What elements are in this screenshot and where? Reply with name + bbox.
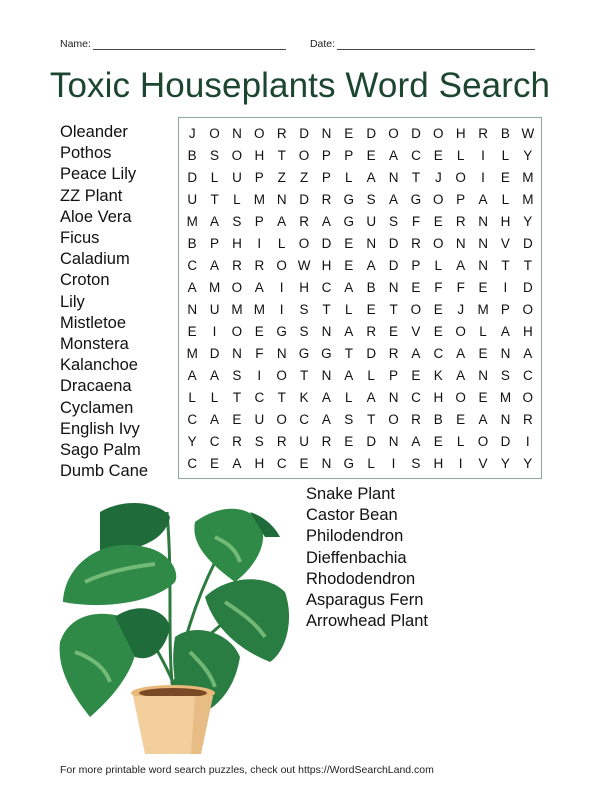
grid-cell[interactable]: E xyxy=(433,433,443,449)
grid-cell[interactable]: P xyxy=(344,147,354,163)
grid-cell[interactable]: E xyxy=(344,433,354,449)
grid-cell[interactable]: A xyxy=(321,389,331,405)
grid-cell[interactable]: M xyxy=(208,279,221,295)
grid-cell[interactable]: E xyxy=(187,323,197,339)
grid-cell[interactable]: N xyxy=(500,411,511,427)
grid-cell[interactable]: H xyxy=(500,213,511,229)
grid-cell[interactable]: N xyxy=(232,345,242,361)
grid-cell[interactable]: Y xyxy=(523,213,533,229)
grid-cell[interactable]: B xyxy=(187,235,197,251)
grid-cell[interactable]: C xyxy=(254,389,265,405)
grid-cell[interactable]: O xyxy=(231,279,243,295)
grid-cell[interactable]: J xyxy=(188,125,196,141)
grid-cell[interactable]: D xyxy=(522,235,533,251)
grid-cell[interactable]: A xyxy=(389,147,399,163)
grid-cell[interactable]: N xyxy=(187,301,198,317)
word-list-item: Rhododendron xyxy=(306,569,416,588)
grid-cell[interactable]: O xyxy=(388,411,399,427)
grid-cell[interactable]: R xyxy=(232,257,242,273)
grid-cell[interactable]: S xyxy=(411,455,421,471)
grid-cell[interactable]: D xyxy=(321,235,332,251)
grid-cell[interactable]: N xyxy=(478,213,488,229)
grid-cell[interactable]: C xyxy=(433,345,444,361)
grid-cell[interactable]: A xyxy=(478,411,488,427)
grid-cell[interactable]: D xyxy=(209,345,220,361)
grid-cell[interactable]: S xyxy=(344,411,354,427)
grid-cell[interactable]: E xyxy=(254,323,264,339)
grid-cell[interactable]: U xyxy=(209,301,220,317)
grid-cell[interactable]: O xyxy=(231,147,243,163)
grid-cell[interactable]: R xyxy=(478,125,488,141)
footer-text: For more printable word search puzzles, check out https://WordSearchLand.com xyxy=(60,764,434,776)
grid-cell[interactable]: L xyxy=(434,257,443,273)
grid-cell[interactable]: E xyxy=(411,279,421,295)
grid-cell[interactable]: M xyxy=(186,345,198,361)
grid-cell[interactable]: M xyxy=(522,191,534,207)
grid-cell[interactable]: D xyxy=(299,125,309,141)
grid-cell[interactable]: C xyxy=(321,279,332,295)
word-list-item: Caladium xyxy=(60,250,130,269)
grid-cell[interactable]: Y xyxy=(523,147,533,163)
grid-cell[interactable]: G xyxy=(343,213,355,229)
grid-cell[interactable]: D xyxy=(366,125,377,141)
grid-cell[interactable]: E xyxy=(299,455,309,471)
word-list-item: Lily xyxy=(60,292,85,311)
word-list-item: Philodendron xyxy=(306,527,404,546)
word-list-item: Dracaena xyxy=(60,377,132,396)
word-list-item: Mistletoe xyxy=(60,313,127,332)
grid-cell[interactable]: H xyxy=(433,389,444,405)
grid-cell[interactable]: C xyxy=(187,455,198,471)
word-list-item: Arrowhead Plant xyxy=(306,612,428,631)
grid-cell[interactable]: O xyxy=(433,125,444,141)
grid-cell[interactable]: R xyxy=(455,213,466,229)
grid-cell[interactable]: N xyxy=(388,389,399,405)
grid-cell[interactable]: E xyxy=(411,367,421,383)
word-list-item: Kalanchoe xyxy=(60,356,138,375)
grid-cell[interactable]: L xyxy=(345,301,353,317)
grid-cell[interactable]: B xyxy=(187,147,197,163)
grid-cell[interactable]: E xyxy=(210,455,220,471)
grid-cell[interactable]: L xyxy=(479,323,487,339)
word-list-item: English Ivy xyxy=(60,419,140,438)
grid-cell[interactable]: R xyxy=(522,411,533,427)
grid-cell[interactable]: G xyxy=(410,191,422,207)
grid-cell[interactable]: I xyxy=(525,433,530,449)
grid-cell[interactable]: O xyxy=(388,125,399,141)
grid-cell[interactable]: C xyxy=(187,257,198,273)
grid-cell[interactable]: T xyxy=(501,257,510,273)
grid-cell[interactable]: I xyxy=(279,279,284,295)
grid-cell[interactable]: N xyxy=(321,323,332,339)
grid-cell[interactable]: O xyxy=(298,147,310,163)
word-list-item: Peace Lily xyxy=(60,165,137,184)
grid-cell[interactable]: R xyxy=(299,213,309,229)
word-list-item: Castor Bean xyxy=(306,506,398,525)
word-list-item: Croton xyxy=(60,271,110,290)
grid-cell[interactable]: P xyxy=(411,257,421,273)
grid-cell[interactable]: A xyxy=(366,169,376,185)
name-line[interactable] xyxy=(93,40,286,50)
grid-cell[interactable]: E xyxy=(344,257,354,273)
grid-cell[interactable]: S xyxy=(500,367,510,383)
word-list-item: Dieffenbachia xyxy=(306,548,407,567)
grid-cell[interactable]: O xyxy=(433,191,444,207)
grid-cell[interactable]: O xyxy=(254,125,265,141)
grid-cell[interactable]: A xyxy=(411,345,421,361)
grid-cell[interactable]: L xyxy=(456,433,465,449)
grid-cell[interactable]: O xyxy=(477,433,489,449)
grid-cell[interactable]: A xyxy=(366,389,376,405)
grid-cell[interactable]: H xyxy=(254,147,265,163)
grid-cell[interactable]: T xyxy=(277,147,286,163)
grid-cell[interactable]: Y xyxy=(523,455,533,471)
grid-cell[interactable]: O xyxy=(410,301,422,317)
grid-cell[interactable]: O xyxy=(231,323,243,339)
grid-cell[interactable]: M xyxy=(253,191,265,207)
grid-cell[interactable]: O xyxy=(522,301,534,317)
grid-cell[interactable]: C xyxy=(299,411,309,427)
word-list-item: Snake Plant xyxy=(306,485,395,503)
grid-cell[interactable]: D xyxy=(187,169,198,185)
grid-cell[interactable]: V xyxy=(411,323,421,339)
grid-cell[interactable]: C xyxy=(276,455,287,471)
grid-cell[interactable]: Z xyxy=(299,169,309,185)
grid-cell[interactable]: R xyxy=(276,433,287,449)
grid-cell[interactable]: E xyxy=(478,345,488,361)
grid-cell[interactable]: P xyxy=(321,147,331,163)
grid-cell[interactable]: I xyxy=(481,147,485,163)
grid-cell[interactable]: H xyxy=(433,455,444,471)
grid-cell[interactable]: K xyxy=(433,367,443,383)
grid-cell[interactable]: I xyxy=(481,169,485,185)
grid-cell[interactable]: F xyxy=(411,213,421,229)
word-list-item: ZZ Plant xyxy=(60,186,123,205)
grid-cell[interactable]: E xyxy=(433,213,443,229)
grid-cell[interactable]: J xyxy=(434,169,442,185)
grid-cell[interactable]: N xyxy=(388,279,399,295)
grid-cell[interactable]: C xyxy=(187,411,198,427)
grid-cell[interactable]: O xyxy=(276,367,287,383)
grid-cell[interactable]: A xyxy=(232,455,242,471)
grid-cell[interactable]: D xyxy=(411,125,421,141)
grid-cell[interactable]: O xyxy=(455,323,466,339)
grid-cell[interactable]: E xyxy=(433,301,443,317)
grid-cell[interactable]: G xyxy=(343,191,355,207)
grid-cell[interactable]: U xyxy=(232,169,242,185)
grid-cell[interactable]: A xyxy=(254,279,264,295)
grid-cell[interactable]: H xyxy=(455,125,466,141)
grid-cell[interactable]: N xyxy=(388,433,399,449)
grid-cell[interactable]: B xyxy=(500,125,510,141)
grid-cell[interactable]: S xyxy=(210,147,220,163)
grid-cell[interactable]: P xyxy=(210,235,220,251)
grid-cell[interactable]: I xyxy=(391,455,396,471)
grid-cell[interactable]: A xyxy=(344,367,354,383)
grid-cell[interactable]: M xyxy=(499,389,512,405)
grid-cell[interactable]: N xyxy=(366,235,377,251)
grid-cell[interactable]: T xyxy=(344,345,353,361)
word-list-item: Pothos xyxy=(60,144,112,163)
grid-cell[interactable]: M xyxy=(186,213,198,229)
grid-cell[interactable]: A xyxy=(523,345,533,361)
grid-cell[interactable]: T xyxy=(411,169,421,185)
grid-cell[interactable]: S xyxy=(232,213,242,229)
word-search-grid[interactable] xyxy=(178,117,542,479)
word-list-item: Ficus xyxy=(60,229,100,248)
grid-cell[interactable]: I xyxy=(503,279,508,295)
grid-cell[interactable]: D xyxy=(299,191,309,207)
grid-cell[interactable]: O xyxy=(455,389,466,405)
grid-cell[interactable]: T xyxy=(210,191,219,207)
grid-cell[interactable]: Y xyxy=(187,433,197,449)
grid-cell[interactable]: N xyxy=(276,191,287,207)
grid-cell[interactable]: O xyxy=(209,125,220,141)
grid-cell[interactable]: R xyxy=(411,411,421,427)
grid-cell[interactable]: A xyxy=(456,345,466,361)
grid-cell[interactable]: E xyxy=(433,147,443,163)
grid-cell[interactable]: A xyxy=(456,257,466,273)
grid-cell[interactable]: A xyxy=(277,213,287,229)
grid-cell[interactable]: N xyxy=(321,367,332,383)
grid-cell[interactable]: R xyxy=(321,191,332,207)
name-field[interactable] xyxy=(60,38,286,50)
grid-cell[interactable]: B xyxy=(366,279,376,295)
date-label: Date: xyxy=(309,38,336,50)
grid-cell[interactable]: B xyxy=(433,411,443,427)
grid-cell[interactable]: A xyxy=(344,323,354,339)
grid-cell[interactable]: A xyxy=(389,191,399,207)
grid-cell[interactable]: H xyxy=(232,235,242,251)
grid-cell[interactable]: E xyxy=(478,389,488,405)
grid-cell[interactable]: R xyxy=(254,257,265,273)
grid-cell[interactable]: U xyxy=(187,191,198,207)
word-list-item: Cyclamen xyxy=(60,398,134,417)
grid-cell[interactable]: E xyxy=(344,235,354,251)
grid-cell[interactable]: L xyxy=(501,147,510,163)
grid-cell[interactable]: V xyxy=(500,235,510,251)
grid-cell[interactable]: K xyxy=(299,389,309,405)
grid-cell[interactable]: I xyxy=(257,367,262,383)
grid-cell[interactable]: T xyxy=(232,389,242,405)
grid-cell[interactable]: S xyxy=(389,213,399,229)
date-field[interactable] xyxy=(310,38,535,50)
grid-cell[interactable]: A xyxy=(321,411,331,427)
grid-cell[interactable]: O xyxy=(298,235,310,251)
grid-cell[interactable]: A xyxy=(187,279,197,295)
potted-plant-icon xyxy=(55,492,300,760)
grid-cell[interactable]: L xyxy=(277,235,286,251)
grid-cell[interactable]: A xyxy=(210,257,220,273)
grid-cell[interactable]: A xyxy=(500,323,510,339)
grid-cell[interactable]: N xyxy=(500,345,511,361)
grid-cell[interactable]: C xyxy=(411,389,421,405)
grid-cell[interactable]: E xyxy=(433,323,443,339)
grid-cell[interactable]: L xyxy=(367,455,375,471)
grid-cell[interactable]: W xyxy=(297,257,311,273)
grid-cell[interactable]: P xyxy=(254,169,264,185)
grid-cell[interactable]: A xyxy=(187,367,197,383)
name-label: Name: xyxy=(60,38,91,50)
grid-cell[interactable]: H xyxy=(321,257,332,273)
grid-cell[interactable]: M xyxy=(231,301,243,317)
grid-cell[interactable]: D xyxy=(388,257,399,273)
page-title: Toxic Houseplants Word Search xyxy=(49,66,551,105)
grid-cell[interactable]: N xyxy=(321,455,332,471)
grid-cell[interactable]: I xyxy=(279,301,284,317)
grid-cell[interactable]: R xyxy=(276,125,287,141)
grid-cell[interactable]: D xyxy=(366,433,377,449)
word-list-item: Aloe Vera xyxy=(60,207,132,226)
grid-cell[interactable]: R xyxy=(411,235,421,251)
grid-cell[interactable]: N xyxy=(232,125,242,141)
grid-cell[interactable]: T xyxy=(367,411,376,427)
grid-cell[interactable]: I xyxy=(212,323,217,339)
grid-cell[interactable]: F xyxy=(434,279,443,295)
grid-cell[interactable]: A xyxy=(478,191,488,207)
grid-cell[interactable]: T xyxy=(322,301,331,317)
grid-cell[interactable]: L xyxy=(233,191,241,207)
grid-cell[interactable]: A xyxy=(210,411,220,427)
grid-cell[interactable]: F xyxy=(255,345,264,361)
grid-cell[interactable]: O xyxy=(433,235,444,251)
grid-cell[interactable]: L xyxy=(188,389,196,405)
grid-cell[interactable]: F xyxy=(456,279,465,295)
grid-cell[interactable]: P xyxy=(389,367,399,383)
grid-cell[interactable]: O xyxy=(276,257,287,273)
grid-cell[interactable]: Y xyxy=(500,455,510,471)
grid-cell[interactable]: G xyxy=(321,345,332,361)
grid-cell[interactable]: O xyxy=(455,169,466,185)
grid-cell[interactable]: P xyxy=(254,213,264,229)
word-list-left xyxy=(60,122,148,482)
grid-cell[interactable]: C xyxy=(411,147,421,163)
grid-cell[interactable]: E xyxy=(366,301,376,317)
grid-cell[interactable]: E xyxy=(456,411,466,427)
grid-cell[interactable]: R xyxy=(388,345,399,361)
grid-cell[interactable]: E xyxy=(478,279,488,295)
grid-cell[interactable]: A xyxy=(210,213,220,229)
grid-cell[interactable]: G xyxy=(343,455,355,471)
grid-cell[interactable]: N xyxy=(388,169,399,185)
grid-cell[interactable]: H xyxy=(254,455,265,471)
grid-cell[interactable]: E xyxy=(389,323,399,339)
grid-cell[interactable]: L xyxy=(501,191,510,207)
grid-cell[interactable]: L xyxy=(367,367,375,383)
grid-cell[interactable]: L xyxy=(345,169,353,185)
grid-cell[interactable]: J xyxy=(457,301,465,317)
grid-cell[interactable]: L xyxy=(345,389,353,405)
grid-cell[interactable]: R xyxy=(321,433,332,449)
grid-cell[interactable]: A xyxy=(344,279,354,295)
grid-cell[interactable]: H xyxy=(299,279,309,295)
word-list-item: Oleander xyxy=(60,123,128,141)
grid-cell[interactable]: A xyxy=(210,367,220,383)
word-list-item: Sago Palm xyxy=(60,441,141,460)
grid-cell[interactable]: S xyxy=(366,191,376,207)
grid-cell[interactable]: T xyxy=(389,301,398,317)
grid-cell[interactable]: I xyxy=(458,455,463,471)
date-line[interactable] xyxy=(337,40,535,50)
grid-cell[interactable]: C xyxy=(522,367,533,383)
grid-cell[interactable]: U xyxy=(299,433,309,449)
word-list-item: Asparagus Fern xyxy=(306,591,424,610)
grid-cell[interactable]: E xyxy=(344,125,354,141)
grid-cell[interactable]: N xyxy=(455,235,466,251)
grid-cell[interactable]: R xyxy=(366,323,377,339)
grid-cell[interactable]: S xyxy=(232,367,242,383)
grid-cell[interactable]: N xyxy=(276,345,287,361)
grid-cell[interactable]: H xyxy=(522,323,533,339)
grid-cell[interactable]: W xyxy=(521,125,535,141)
word-list-right xyxy=(306,484,428,632)
word-list-item: Dumb Cane xyxy=(60,462,149,481)
grid-cell[interactable]: S xyxy=(254,433,264,449)
grid-cell[interactable]: U xyxy=(254,411,265,427)
grid-cell[interactable]: S xyxy=(299,301,309,317)
grid-cell[interactable]: N xyxy=(321,125,332,141)
grid-cell[interactable]: G xyxy=(298,345,310,361)
grid-cell[interactable]: E xyxy=(232,411,242,427)
grid-cell[interactable]: M xyxy=(522,169,534,185)
grid-cell[interactable]: S xyxy=(299,323,309,339)
grid-cell[interactable]: G xyxy=(276,323,287,339)
grid-cell[interactable]: U xyxy=(366,213,377,229)
grid-cell[interactable]: T xyxy=(299,367,309,383)
grid-cell[interactable]: D xyxy=(366,345,377,361)
grid-cell[interactable]: E xyxy=(366,147,376,163)
grid-cell[interactable]: E xyxy=(500,169,510,185)
word-list-item: Monstera xyxy=(60,335,129,354)
grid-cell[interactable]: P xyxy=(456,191,466,207)
grid-cell[interactable]: L xyxy=(210,169,219,185)
grid-cell[interactable]: A xyxy=(366,257,376,273)
name-date-row xyxy=(60,38,540,50)
grid-cell[interactable]: O xyxy=(276,411,287,427)
grid-cell[interactable]: C xyxy=(209,433,220,449)
grid-cell[interactable]: R xyxy=(232,433,242,449)
grid-cell[interactable]: N xyxy=(478,257,488,273)
grid-cell[interactable]: D xyxy=(500,433,511,449)
grid-cell[interactable]: M xyxy=(477,301,489,317)
grid-cell[interactable]: I xyxy=(257,235,262,251)
grid-cell[interactable]: D xyxy=(522,279,533,295)
grid-cell[interactable]: A xyxy=(411,433,421,449)
grid-cell[interactable]: P xyxy=(500,301,510,317)
grid-cell[interactable]: P xyxy=(321,169,331,185)
grid-cell[interactable]: Z xyxy=(277,169,286,185)
grid-cell[interactable]: N xyxy=(478,367,488,383)
grid-cell[interactable]: L xyxy=(456,147,465,163)
grid-cell[interactable]: D xyxy=(388,235,399,251)
grid-cell[interactable]: M xyxy=(253,301,265,317)
grid-cell[interactable]: A xyxy=(456,367,466,383)
grid-cell[interactable]: T xyxy=(523,257,532,273)
grid-cell[interactable]: A xyxy=(321,213,331,229)
grid-cell[interactable]: L xyxy=(210,389,219,405)
grid-cell[interactable]: N xyxy=(478,235,488,251)
grid-cell[interactable]: O xyxy=(522,389,534,405)
grid-cell[interactable]: V xyxy=(478,455,488,471)
grid-cell[interactable]: T xyxy=(277,389,286,405)
